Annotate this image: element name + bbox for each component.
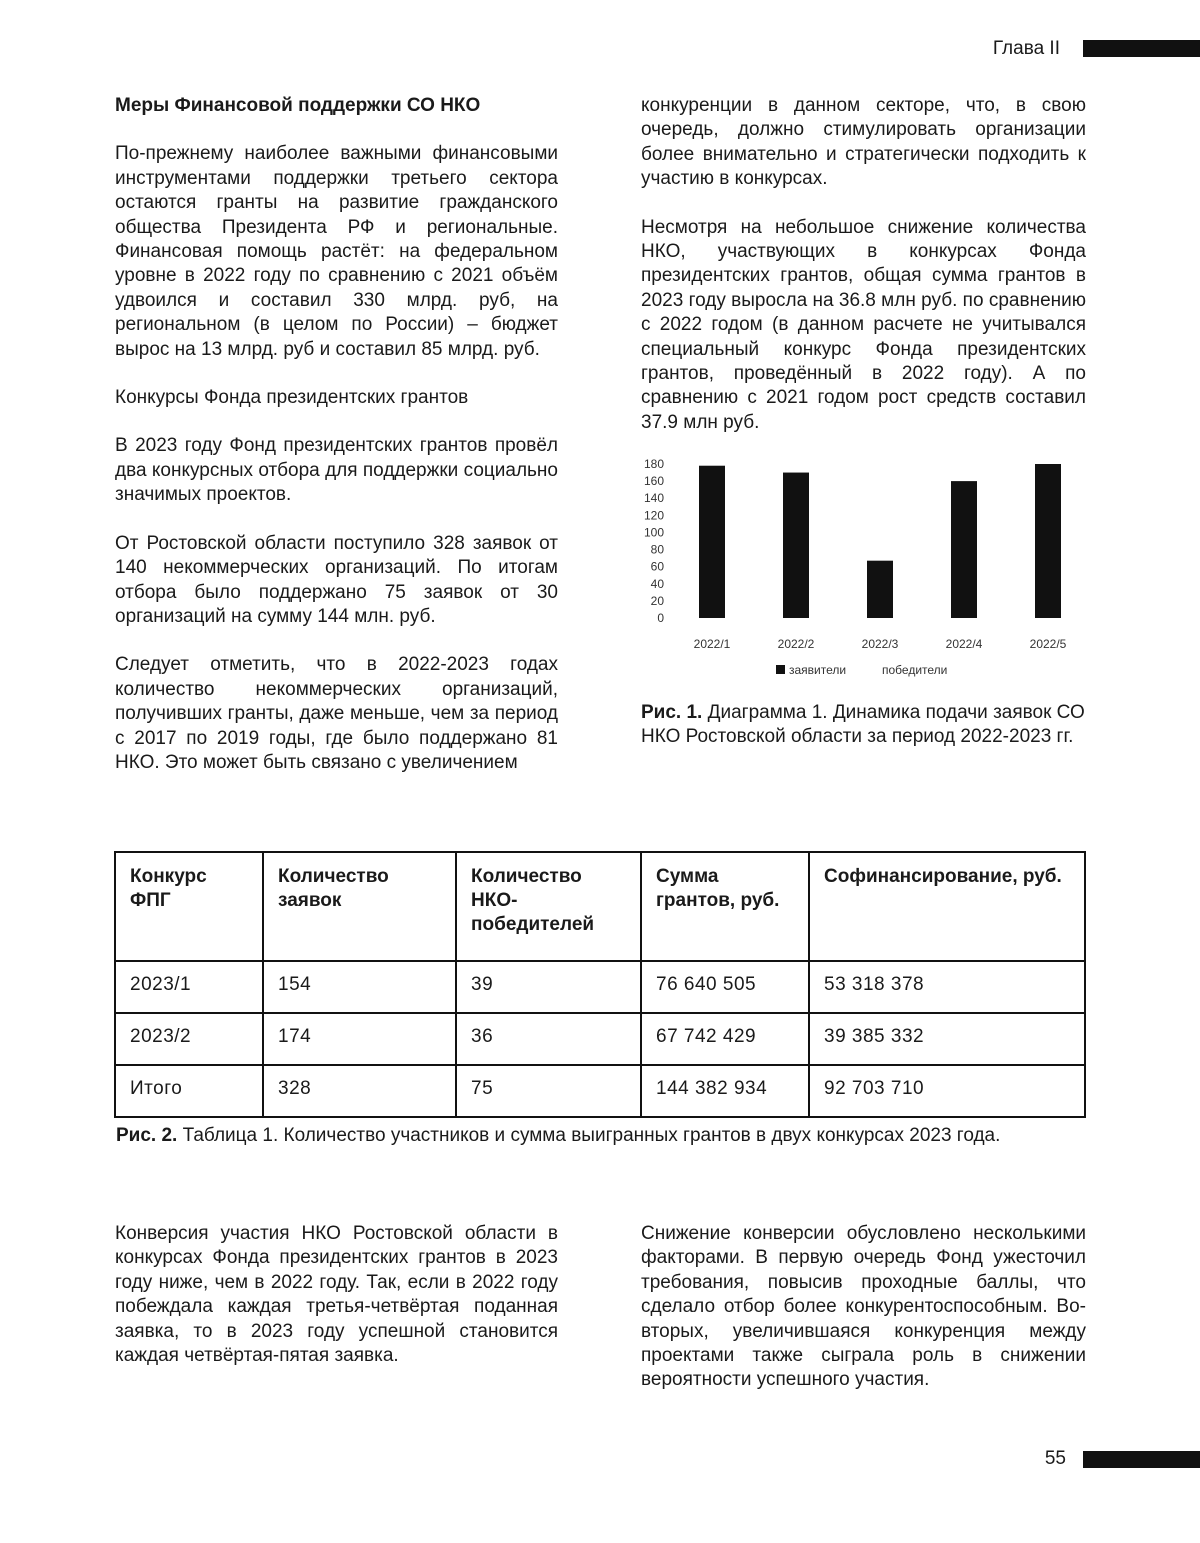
table-header-row [115, 852, 1085, 961]
bar-2022-5 [1035, 464, 1061, 618]
paragraph: По-прежнему наиболее важными финансовыми инструментами поддержки третьего сектора остаются гранты на развитие гражданского общества Президента РФ и региональные. Финансовая помощь растёт: на федеральном уровне в 2022 году по сравнению с 2021 объём удвоился и составил 330 млрд. руб, на региональном (в целом по России) – бюджет вырос на 13 млрд. руб и составил 85 млрд. руб. [115, 143, 558, 360]
paragraph: Несмотря на небольшое снижение количества НКО, участвующих в конкурсах Фонда президентских грантов, общая сумма грантов в 2023 году выросла на 36.8 млн руб. по сравнению с 2022 годом (в данном расчете не учитывался специальный конкурс Фонда президентских грантов, проведённый в 2022 году). А по сравнению с 2021 годом рост средств составил 37.9 млн руб. [641, 216, 1086, 433]
legend-label-applicants: заявители [789, 663, 847, 677]
chapter-bar [1083, 40, 1200, 57]
table-header-cell: Количество заявок [263, 852, 456, 961]
x-tick-label: 2022/4 [945, 637, 983, 651]
paragraph: Конверсия участия НКО Ростовской области в конкурсах Фонда президентских грантов в 2023 году ниже, чем в 2022 году. Так, если в 2022 году побеждала каждая третья-четвёртая поданная заявка, то в 2023 году успешной становится каждая четвёртая-пятая заявка. [115, 1223, 558, 1367]
y-tick-label: 40 [650, 576, 664, 591]
table-cell: 144 382 934 [641, 1065, 809, 1117]
paragraph: В 2023 году Фонд президентских грантов провёл два конкурсных отбора для поддержки социально значимых проектов. [115, 435, 558, 506]
bar-2022-3 [867, 561, 893, 618]
figure-1-label: Рис. 1. [641, 702, 703, 723]
right-column [641, 94, 1086, 459]
legend-label-winners: победители [882, 663, 948, 677]
paragraph: Снижение конверсии обусловлено несколькими факторами. В первую очередь Фонд ужесточил требования, повысив проходные баллы, что сделало отбор более конкурентоспособным. Во-вторых, увеличившаяся конкуренция между проектами также сыграла роль в снижении вероятности успешного участия. [641, 1223, 1086, 1391]
table-cell: 53 318 378 [809, 961, 1085, 1013]
x-tick-label: 2022/1 [693, 637, 731, 651]
table-cell: 328 [263, 1065, 456, 1117]
y-tick-label: 20 [650, 593, 664, 608]
paragraph: Следует отметить, что в 2022-2023 годах количество некоммерческих организаций, получивших гранты, даже меньше, чем за период с 2017 по 2019 годы, где было поддержано 81 НКО. Это может быть связано с увеличением [115, 654, 558, 773]
y-tick-label: 60 [650, 559, 664, 574]
table-cell: 2023/1 [115, 961, 263, 1013]
table-row [115, 1013, 1085, 1065]
x-tick-label: 2022/3 [861, 637, 899, 651]
table-cell: 154 [263, 961, 456, 1013]
figure-1-caption [641, 701, 1086, 750]
figure-2-caption [116, 1125, 1096, 1147]
bar-2022-1 [699, 466, 725, 618]
bar-chart [620, 452, 1090, 687]
table-row [115, 1065, 1085, 1117]
y-tick-label: 80 [650, 542, 664, 557]
paragraph: От Ростовской области поступило 328 заявок от 140 некоммерческих организаций. По итогам отбора было поддержано 75 заявок от 30 организаций на сумму 144 млн. руб. [115, 532, 558, 627]
paragraph: Конкурсы Фонда президентских грантов [115, 387, 469, 409]
page-number: 55 [1044, 1448, 1066, 1469]
chapter-label: Глава II [992, 38, 1060, 59]
bar-2022-4 [951, 481, 977, 618]
table-cell: 39 385 332 [809, 1013, 1085, 1065]
y-tick-label: 100 [643, 525, 664, 540]
figure-2-text: Таблица 1. Количество участников и сумма выигранных грантов в двух конкурсах 2023 года. [177, 1125, 1001, 1146]
page-bar [1083, 1451, 1200, 1468]
table-row [115, 961, 1085, 1013]
table-cell: 76 640 505 [641, 961, 809, 1013]
table-cell: 39 [456, 961, 641, 1013]
bottom-left-column [115, 1222, 558, 1392]
paragraph: конкуренции в данном секторе, что, в свою очередь, должно стимулировать организации более внимательно и стратегически подходить к участию в конкурсах. [641, 95, 1086, 190]
table-cell: 2023/2 [115, 1013, 263, 1065]
y-tick-label: 180 [643, 457, 664, 471]
bar-2022-2 [783, 473, 809, 618]
y-tick-label: 140 [643, 491, 664, 506]
table-cell: Итого [115, 1065, 263, 1117]
section-heading: Меры Финансовой поддержки СО НКО [115, 95, 481, 116]
y-tick-label: 120 [643, 508, 664, 523]
x-tick-label: 2022/5 [1029, 637, 1067, 651]
grants-table [114, 851, 1086, 1118]
table-cell: 92 703 710 [809, 1065, 1085, 1117]
left-column [115, 94, 558, 799]
table-cell: 174 [263, 1013, 456, 1065]
bottom-right-column [641, 1222, 1086, 1417]
y-tick-label: 160 [643, 474, 664, 489]
table-cell: 75 [456, 1065, 641, 1117]
legend-swatch-applicants [776, 665, 785, 674]
table-header-cell: Конкурс ФПГ [115, 852, 263, 961]
figure-2-label: Рис. 2. [116, 1125, 178, 1146]
table-header-cell: Софинансирование, руб. [809, 852, 1085, 961]
y-tick-label: 0 [657, 611, 664, 625]
x-tick-label: 2022/2 [777, 637, 815, 651]
table-cell: 67 742 429 [641, 1013, 809, 1065]
table-cell: 36 [456, 1013, 641, 1065]
figure-1-text: Диаграмма 1. Динамика подачи заявок СО НКО Ростовской области за период 2022-2023 гг. [641, 702, 1085, 748]
table-header-cell: Сумма грантов, руб. [641, 852, 809, 961]
table-header-cell: Количество НКО-победителей [456, 852, 641, 961]
